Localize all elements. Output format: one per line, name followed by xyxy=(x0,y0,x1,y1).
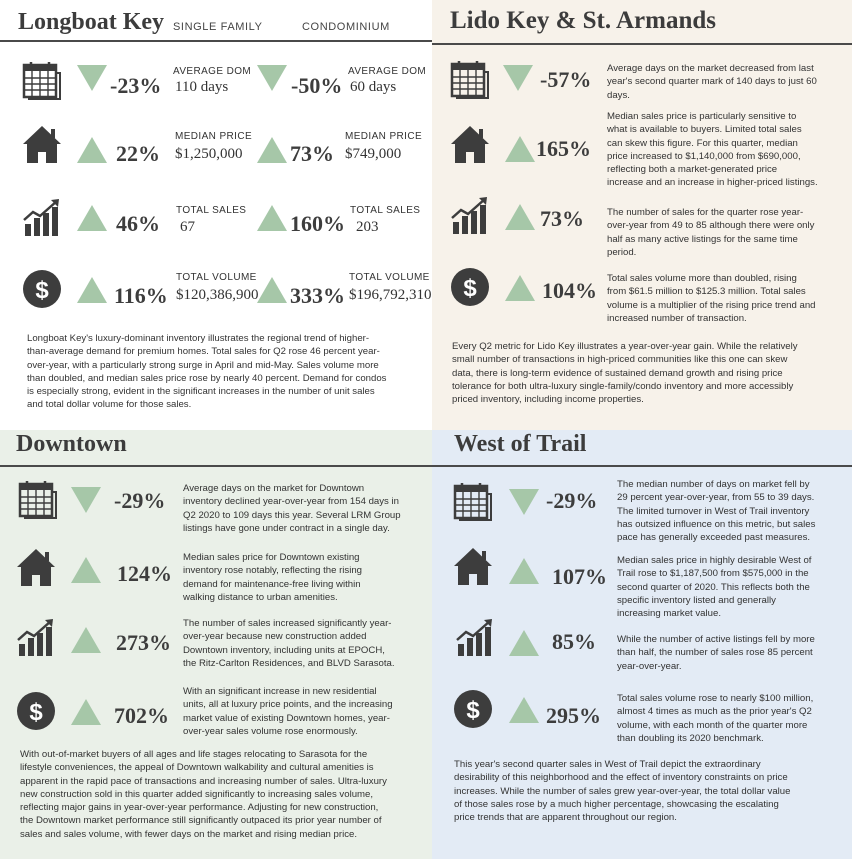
description-line: increase and an increase in higher-priced listings. xyxy=(607,177,818,189)
metric-percent: -50% xyxy=(291,73,343,98)
metric-label: TOTAL VOLUME xyxy=(176,272,257,283)
description-line: year's second quarter mark of 140 days to just 60 xyxy=(607,76,817,88)
description-line: Downtown inventory, including units at EPOCH, xyxy=(183,644,385,656)
description-line: listings have gone under contract in a single day. xyxy=(183,522,390,534)
up-arrow-icon xyxy=(76,204,108,232)
description-line: over-year from 49 to 85 although there were only xyxy=(607,220,815,232)
description-line: than half, the number of sales rose 85 percent xyxy=(617,647,813,659)
metric-description xyxy=(183,551,429,604)
title-rule xyxy=(0,40,432,42)
metric-percent: 124% xyxy=(117,561,172,586)
description-line: inventory declined year-over-year from 154 days in xyxy=(183,496,399,508)
up-arrow-icon xyxy=(76,276,108,304)
house-icon xyxy=(449,123,491,165)
description-line: can skew this figure. For this quarter, median xyxy=(607,137,798,149)
description-line: Q2 2020 to 109 days this year. Several LRM Group xyxy=(183,509,401,521)
metric-percent: 104% xyxy=(542,278,597,303)
metric-percent: 85% xyxy=(552,629,596,654)
metric-label: MEDIAN PRICE xyxy=(175,131,253,142)
description-line: period. xyxy=(607,246,637,258)
down-arrow-icon xyxy=(508,488,540,516)
description-line: market value of existing Downtown homes, year- xyxy=(183,712,390,724)
title-rule xyxy=(0,465,432,467)
metric-percent: 160% xyxy=(290,211,345,236)
description-line: has outsized influence on this metric, but sales xyxy=(617,518,816,530)
metric-percent: 22% xyxy=(116,141,160,166)
description-line: over-year sales volume rose enormously. xyxy=(183,725,358,737)
section-summary xyxy=(452,340,850,406)
longboat-key-section xyxy=(0,0,432,430)
description-line: demand for maintenance-free living within xyxy=(183,578,361,590)
up-arrow-icon xyxy=(256,276,288,304)
summary-line: small number of transactions in high-priced communities like this one can skew xyxy=(452,354,788,366)
description-line: increased number of transaction. xyxy=(607,312,747,324)
up-arrow-icon xyxy=(508,696,540,724)
column-header-condominium: CONDOMINIUM xyxy=(302,21,390,33)
description-line: Median sales price is particularly sensitive to xyxy=(607,111,797,122)
metric-description xyxy=(617,554,851,620)
description-line: almost 4 times as much as the prior year's Q2 xyxy=(617,706,812,718)
metric-description xyxy=(183,685,429,738)
description-line: price increased to $1,140,000 from $690,000, xyxy=(607,150,801,162)
summary-line: is especially strong, evident in the significant increases in the number of unit sales xyxy=(27,386,375,398)
metric-percent: 73% xyxy=(290,141,334,166)
house-icon xyxy=(15,546,57,588)
description-line: The number of sales increased significantly year- xyxy=(183,618,392,629)
down-arrow-icon xyxy=(70,486,102,514)
title-rule xyxy=(432,465,852,467)
metric-description xyxy=(607,110,849,190)
section-summary xyxy=(20,748,428,841)
summary-line: tolerance for both ultra-luxury single-family/condo inventory and more accessibly xyxy=(452,380,794,392)
down-arrow-icon xyxy=(256,64,288,92)
metric-description xyxy=(607,272,849,325)
description-line: volume is a multiplier of the rising price trend and xyxy=(607,299,816,311)
description-line: Total sales volume rose to nearly $100 million, xyxy=(617,693,814,704)
metric-percent: 46% xyxy=(116,211,160,236)
summary-line: than doubled, and median sales price rose by nearly 40 percent. Demand for condos xyxy=(27,372,387,384)
up-arrow-icon xyxy=(508,557,540,585)
bar-chart-icon xyxy=(449,194,491,236)
summary-line: apparent in the rapid pace of transactions and increasing number of sales. Ultra-luxury xyxy=(20,775,387,787)
metric-percent: 116% xyxy=(114,283,168,308)
summary-line: priced inventory, including income properties. xyxy=(452,394,644,406)
description-line: over-year because new construction added xyxy=(183,631,367,643)
metric-value: $1,250,000 xyxy=(175,146,243,162)
description-line: The number of sales for the quarter rose year- xyxy=(607,207,804,218)
svg-text:$: $ xyxy=(466,697,480,724)
summary-line: With out-of-market buyers of all ages and life stages relocating to Sarasota for the xyxy=(20,749,368,760)
description-line: inventory rose notably, reflecting the rising xyxy=(183,565,362,577)
metric-label: AVERAGE DOM xyxy=(173,66,252,77)
svg-text:$: $ xyxy=(35,277,49,304)
house-icon xyxy=(21,123,63,165)
metric-percent: -57% xyxy=(540,67,592,92)
metric-description xyxy=(607,62,849,102)
bar-chart-icon xyxy=(21,196,63,238)
metric-value: 60 days xyxy=(350,79,397,95)
metric-value: $749,000 xyxy=(345,146,402,162)
up-arrow-icon xyxy=(70,556,102,584)
dollar-icon xyxy=(449,266,491,308)
metric-description xyxy=(183,617,429,670)
metric-value: 110 days xyxy=(175,79,229,95)
metric-description xyxy=(617,692,851,745)
metric-label: AVERAGE DOM xyxy=(348,66,427,77)
metric-percent: 73% xyxy=(540,206,584,231)
metric-percent: 273% xyxy=(116,630,171,655)
description-line: than doubling its 2020 benchmark. xyxy=(617,732,764,744)
up-arrow-icon xyxy=(504,135,536,163)
metric-percent: -29% xyxy=(114,488,166,513)
calendar-icon xyxy=(17,478,59,520)
down-arrow-icon xyxy=(76,64,108,92)
up-arrow-icon xyxy=(70,698,102,726)
metric-description xyxy=(617,478,851,544)
up-arrow-icon xyxy=(256,136,288,164)
summary-line: price trends that are apparent throughout our region. xyxy=(454,812,677,824)
metric-percent: 107% xyxy=(552,564,607,589)
description-line: Total sales volume more than doubled, rising xyxy=(607,273,797,284)
description-line: 29 percent year-over-year, from 55 to 39 days. xyxy=(617,492,815,504)
metric-description xyxy=(183,482,429,535)
metric-percent: 702% xyxy=(114,703,169,728)
house-icon xyxy=(452,545,494,587)
metric-percent: 333% xyxy=(290,283,345,308)
svg-text:$: $ xyxy=(463,275,477,302)
up-arrow-icon xyxy=(504,203,536,231)
metric-value: 203 xyxy=(356,219,379,235)
description-line: volume, with each month of the quarter more xyxy=(617,719,808,731)
summary-line: data, there is long-term evidence of sustained demand growth and rising price xyxy=(452,367,783,379)
description-line: units, all at luxury price points, and the increasing xyxy=(183,699,393,711)
section-title: Lido Key & St. Armands xyxy=(450,7,717,34)
summary-line: the Downtown market performance still significantly outpaced its prior year number of xyxy=(20,815,382,827)
summary-line: desirability of this neighborhood and the effect of inventory constraints on price xyxy=(454,772,788,784)
summary-line: Longboat Key's luxury-dominant inventory illustrates the regional trend of higher- xyxy=(27,333,370,344)
section-summary xyxy=(454,758,850,824)
dollar-icon xyxy=(452,688,494,730)
section-summary xyxy=(27,332,427,412)
summary-line: sales and sales volume, with fewer days on the market and rising median price. xyxy=(20,828,358,840)
section-title: Downtown xyxy=(16,431,127,457)
summary-line: lifestyle conveniences, the appeal of Downtown walkability and cultural amenities is xyxy=(20,762,374,774)
description-line: Median sales price in highly desirable West of xyxy=(617,555,812,566)
description-line: The median number of days on market fell by xyxy=(617,479,810,490)
metric-label: TOTAL SALES xyxy=(350,205,421,216)
west-of-trail-section xyxy=(432,430,852,859)
description-line: With an significant increase in new residential xyxy=(183,686,377,697)
metric-percent: -23% xyxy=(110,73,162,98)
description-line: what is available to buyers. Limited total sales xyxy=(607,124,802,136)
description-line: second quarter of 2020. This reflects both the xyxy=(617,581,810,593)
description-line: days. xyxy=(607,89,630,101)
metric-label: TOTAL SALES xyxy=(176,205,247,216)
summary-line: and total dollar volume for those sales. xyxy=(27,399,192,411)
summary-line: Every Q2 metric for Lido Key illustrates a year-over-year gain. While the relatively xyxy=(452,341,798,352)
bar-chart-icon xyxy=(454,616,496,658)
summary-line: new construction sold in this quarter added significantly to increasing sales volume, xyxy=(20,788,374,800)
metric-label: MEDIAN PRICE xyxy=(345,131,423,142)
description-line: While the number of active listings fell by more xyxy=(617,634,815,645)
down-arrow-icon xyxy=(502,64,534,92)
metric-value: $120,386,900 xyxy=(176,287,259,303)
calendar-icon xyxy=(452,480,494,522)
description-line: Median sales price for Downtown existing xyxy=(183,552,360,563)
description-line: reflecting both a market-generated price xyxy=(607,164,778,176)
dollar-icon xyxy=(15,690,57,732)
description-line: pace has generally exceeded past measures. xyxy=(617,532,811,544)
description-line: year-over-year. xyxy=(617,660,682,672)
svg-text:$: $ xyxy=(29,699,43,726)
up-arrow-icon xyxy=(508,629,540,657)
description-line: increasing market value. xyxy=(617,608,721,620)
calendar-icon xyxy=(21,59,63,101)
summary-line: reflecting major gains in year-over-year performance. Adjusting for new construction, xyxy=(20,802,379,814)
description-line: Trail rose to $1,187,500 from $575,000 in the xyxy=(617,568,809,580)
description-line: half as many active listings for the same time xyxy=(607,233,798,245)
summary-line: increases. While the number of sales grew year-over-year, the total dollar value xyxy=(454,785,791,797)
metric-value: $196,792,310 xyxy=(349,287,432,303)
description-line: walking distance to urban amenities. xyxy=(183,591,338,603)
summary-line: than-average demand for premium homes. Total sales for Q2 rose 46 percent year- xyxy=(27,346,380,358)
summary-line: of those sales rose by a much higher percentage, showcasing the escalating xyxy=(454,798,779,810)
section-title: West of Trail xyxy=(454,431,587,457)
metric-label: TOTAL VOLUME xyxy=(349,272,430,283)
metric-description xyxy=(617,633,851,673)
metric-description xyxy=(607,206,849,259)
summary-line: over-year, with a particularly strong surge in April and mid-May. Sales volume more xyxy=(27,359,379,371)
column-header-single-family: SINGLE FAMILY xyxy=(173,21,263,33)
description-line: Average days on the market for Downtown xyxy=(183,483,365,494)
up-arrow-icon xyxy=(70,626,102,654)
metric-value: 67 xyxy=(180,219,195,235)
description-line: specific inventory listed and generally xyxy=(617,594,776,606)
summary-line: This year's second quarter sales in West of Trail depict the extraordinary xyxy=(454,759,761,770)
dollar-icon xyxy=(21,268,63,310)
lido-key-section xyxy=(432,0,852,430)
metric-percent: 165% xyxy=(536,136,591,161)
up-arrow-icon xyxy=(76,136,108,164)
up-arrow-icon xyxy=(256,204,288,232)
title-rule xyxy=(432,43,852,45)
calendar-icon xyxy=(449,58,491,100)
section-title: Longboat Key xyxy=(18,9,165,35)
description-line: The limited turnover in West of Trail inventory xyxy=(617,505,810,517)
description-line: from $61.5 million to $125.3 million. Total sales xyxy=(607,286,806,298)
downtown-section xyxy=(0,430,432,859)
bar-chart-icon xyxy=(15,616,57,658)
description-line: the Ritz-Carlton Residences, and BLVD Sarasota. xyxy=(183,657,395,669)
up-arrow-icon xyxy=(504,274,536,302)
metric-percent: -29% xyxy=(546,488,598,513)
metric-percent: 295% xyxy=(546,703,601,728)
description-line: Average days on the market decreased from last xyxy=(607,63,814,74)
